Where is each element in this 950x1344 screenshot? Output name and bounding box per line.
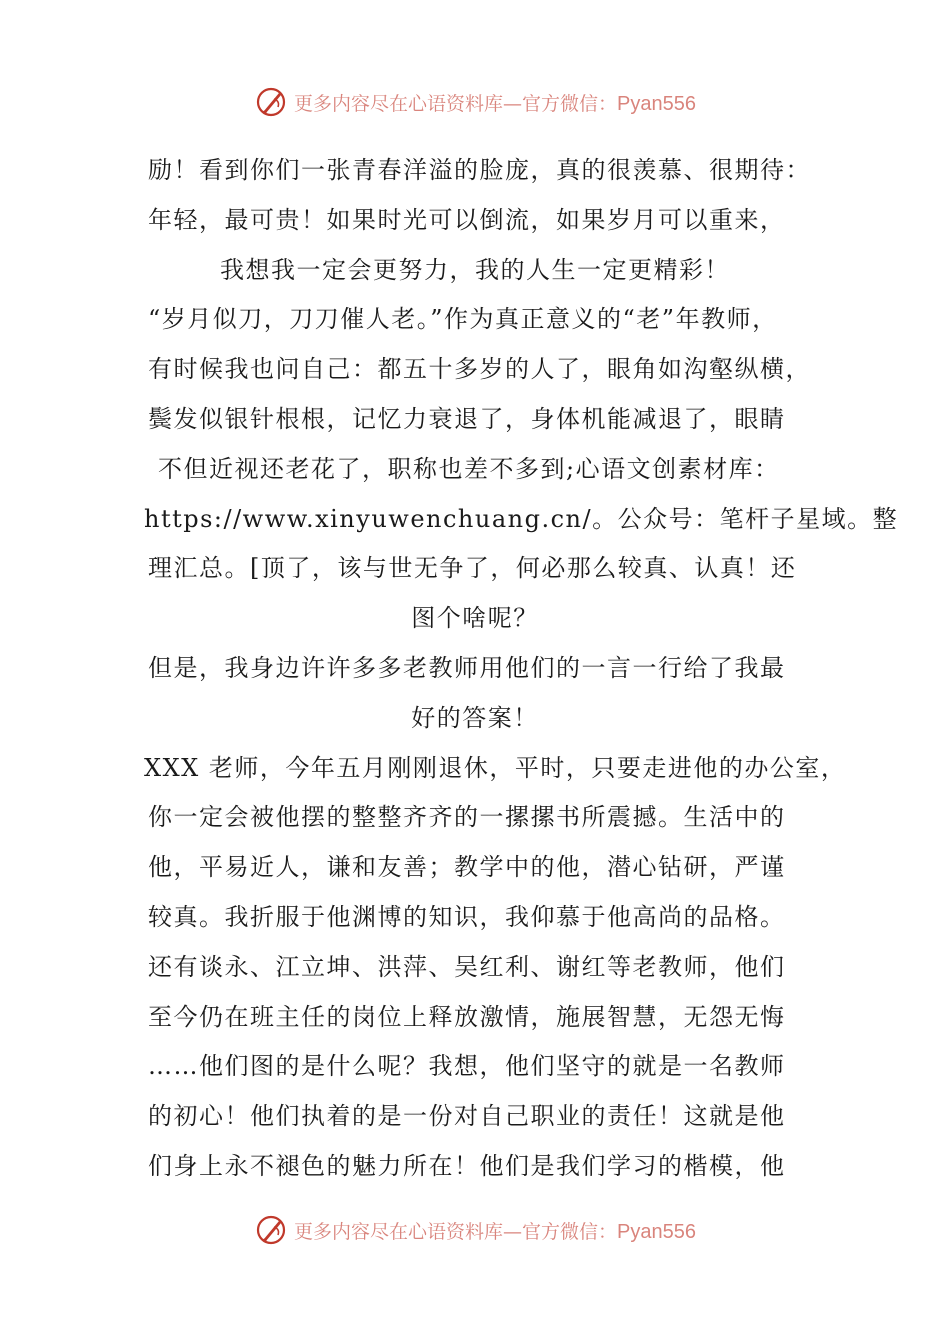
text-line: 不但近视还老花了，职称也差不多到;心语文创素材库： [158, 454, 780, 483]
text-line: 励！看到你们一张青春洋溢的脸庞，真的很羡慕、很期待： [148, 156, 811, 184]
text-line: 的初心！他们执着的是一份对自己职业的责任！这就是他 [148, 1102, 786, 1131]
text-line: 至今仍在班主任的岗位上释放激情，施展智慧，无怨无悔 [148, 1002, 786, 1031]
text-line: 我想我一定会更努力，我的人生一定更精彩！ [220, 255, 730, 284]
text-line: 还有谈永、江立坤、洪萍、吴红利、谢红等老教师，他们 [148, 952, 786, 981]
text-line: XXX 老师，今年五月刚刚退休，平时，只要走进他的办公室， [144, 753, 847, 782]
text-line-url: https://www.xinyuwenchuang.cn/。公众号：笔杆子星域。整 [144, 504, 899, 533]
text-line: ……他们图的是什么呢？我想，他们坚守的就是一名教师 [148, 1052, 786, 1081]
text-line: 但是，我身边许许多多老教师用他们的一言一行给了我最 [148, 653, 786, 682]
header-banner [0, 80, 950, 124]
banner-text: 更多内容尽在心语资料库—官方微信：Pyan556 [294, 1220, 696, 1243]
text-line: 有时候我也问自己：都五十多岁的人了，眼角如沟壑纵横， [148, 355, 811, 384]
text-line: 图个啥呢？ [411, 604, 539, 633]
text-line: 他，平易近人，谦和友善；教学中的他，潜心钻研，严谨 [148, 853, 786, 882]
text-line: 鬓发似银针根根，记忆力衰退了，身体机能减退了，眼睛 [148, 404, 786, 433]
text-line: 较真。我折服于他渊博的知识，我仰慕于他高尚的品格。 [148, 902, 786, 931]
text-line: 好的答案！ [411, 703, 539, 732]
wechat-id: Pyan556 [617, 92, 696, 115]
document-body [140, 146, 899, 1192]
footer-banner [0, 1208, 950, 1252]
text-line: 年轻，最可贵！如果时光可以倒流，如果岁月可以重来， [148, 205, 786, 234]
wechat-id: Pyan556 [617, 1220, 696, 1243]
text-line: 们身上永不褪色的魅力所在！他们是我们学习的楷模，他 [148, 1151, 786, 1180]
text-line: 理汇总。[顶了，该与世无争了，何必那么较真、认真！还 [148, 554, 797, 583]
banner-text: 更多内容尽在心语资料库—官方微信：Pyan556 [294, 92, 696, 115]
text-line: 你一定会被他摆的整整齐齐的一摞摞书所震撼。生活中的 [148, 803, 786, 832]
quill-logo-icon [254, 1213, 288, 1247]
quill-logo-icon [254, 85, 288, 119]
text-line: “岁月似刀，刀刀催人老。”作为真正意义的“老”年教师， [148, 305, 778, 334]
